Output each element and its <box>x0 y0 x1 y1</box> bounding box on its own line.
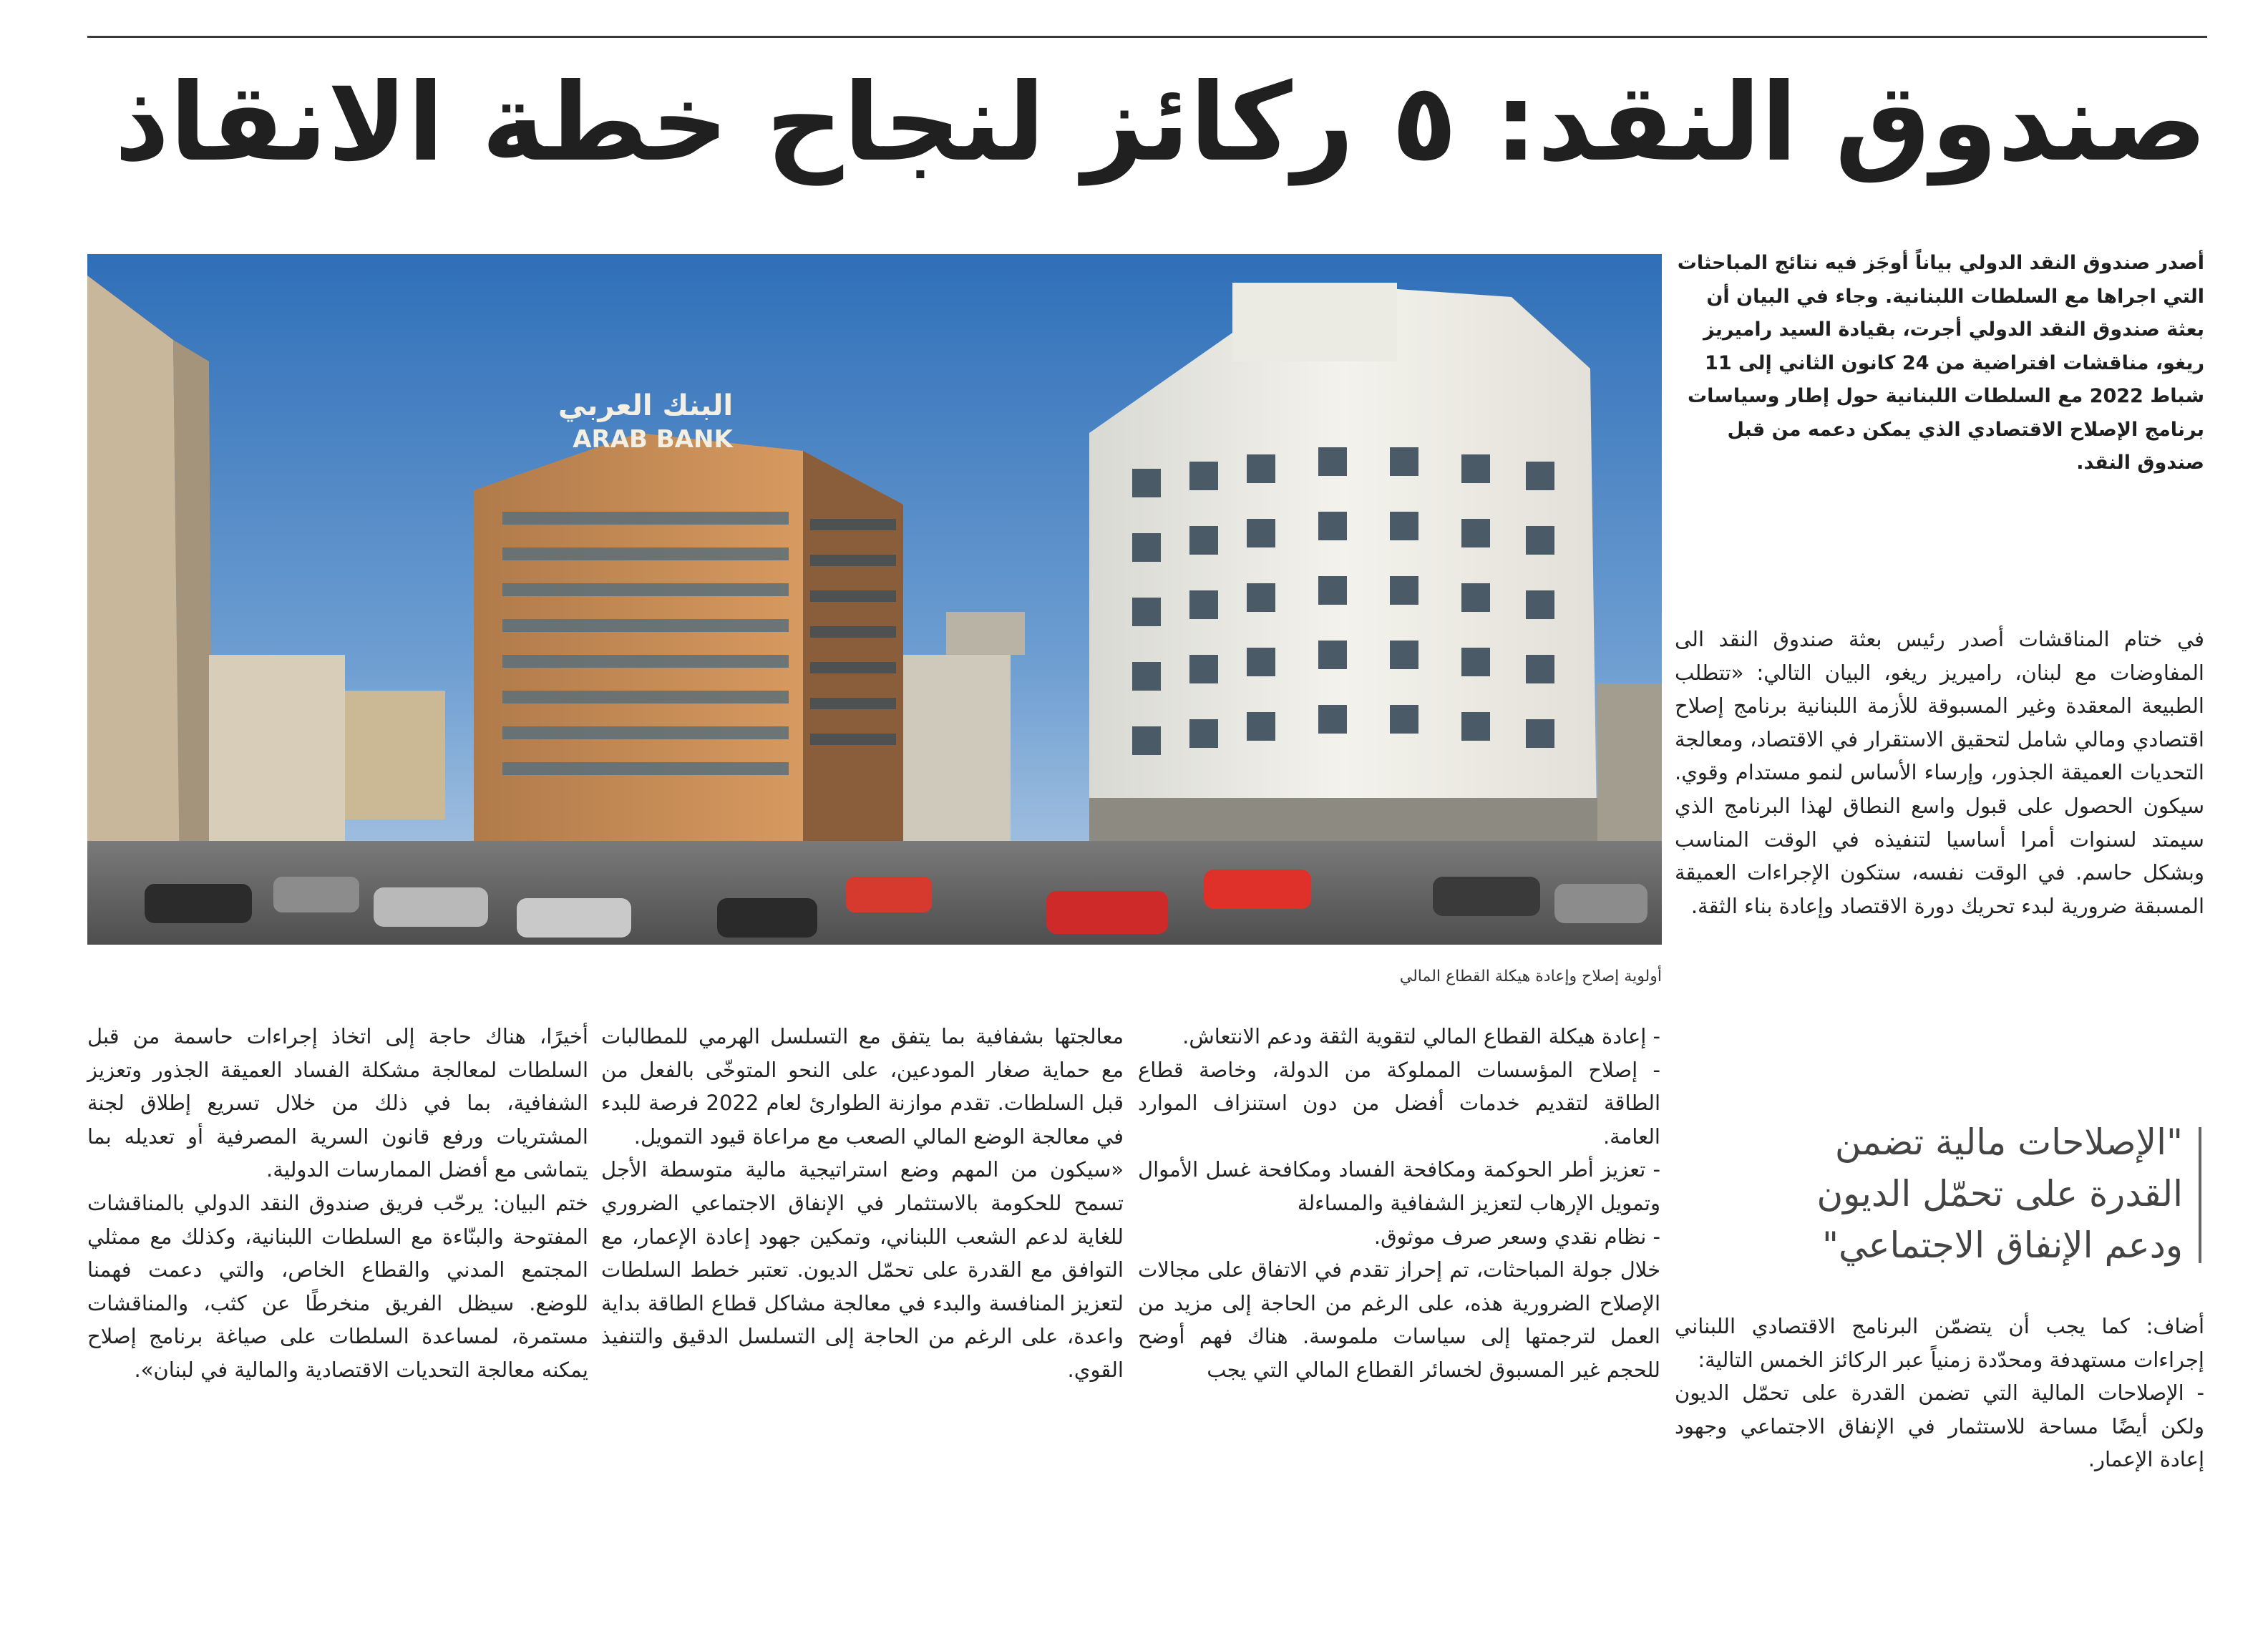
bank-sign-latin: ARAB BANK <box>573 425 733 454</box>
column-2-paragraph: خلال جولة المباحثات، تم إحراز تقدم في الاتفاق على مجالات الإصلاح الضرورية هذه، على الرغم من الحاجة إلى مزيد من العمل لترجمتها إلى سياسات ملموسة. هناك فهم أوضح للحجم غير المسبوق لخسائر القطاع المالي التي يجب <box>1138 1257 1660 1382</box>
lead-paragraph: أصدر صندوق النقد الدولي بياناً أوجَز فيه نتائج المباحثات التي اجراها مع السلطات اللبنانية. وجاء في البيان أن بعثة صندوق النقد الدولي أجرت، بقيادة السيد راميريز ريغو، مناقشات افتراضية من 24 كانون الثاني إلى 11 شباط 2022 مع السلطات اللبنانية حول إطار وسياسات برنامج الإصلاح الاقتصادي الذي يمكن دعمه من قبل صندوق النقد. <box>1677 252 2204 474</box>
article-photo <box>87 254 1662 945</box>
quote-bar <box>2199 1127 2201 1263</box>
column-2-paragraph: - إعادة هيكلة القطاع المالي لتقوية الثقة ودعم الانتعاش. <box>1182 1024 1660 1048</box>
column-3-paragraph: معالجتها بشفافية بما يتفق مع التسلسل الهرمي للمطالبات مع حماية صغار المودعين، على النحو المتوخّى بالفعل من قبل السلطات. تقدم موازنة الطوارئ لعام 2022 فرصة للبدء في معالجة الوضع المالي الصعب مع مراعاة قيود التمويل. <box>601 1024 1124 1149</box>
street-scene-image <box>87 254 1662 945</box>
column-2-paragraph: - إصلاح المؤسسات المملوكة من الدولة، وخاصة قطاع الطاقة لتقديم خدمات أفضل من دون استنزاف الموارد العامة. <box>1138 1057 1660 1149</box>
column-4-paragraph: أخيرًا، هناك حاجة إلى اتخاذ إجراءات حاسمة من قبل السلطات لمعالجة مشكلة الفساد العميقة الجذور وتعزيز الشفافية، بما في ذلك من خلال تسريع إطلاق لجنة المشتريات ورفع قانون السرية المصرفية أو تعديله بما يتماشى مع أفضل الممارسات الدولية. <box>87 1024 588 1182</box>
photo-caption: أولوية إصلاح وإعادة هيكلة القطاع المالي <box>1399 968 1662 985</box>
column-2-paragraph: - نظام نقدي وسعر صرف موثوق. <box>1373 1224 1660 1249</box>
column-1-paragraph: أضاف: كما يجب أن يتضمّن البرنامج الاقتصادي اللبناني إجراءات مستهدفة ومحدّدة زمنياً عبر الركائز الخمس التالية: <box>1675 1314 2204 1372</box>
column-2-paragraph: - تعزيز أطر الحوكمة ومكافحة الفساد ومكافحة غسل الأموال وتمويل الإرهاب لتعزيز الشفافية والمساءلة <box>1138 1157 1660 1215</box>
headline: صندوق النقد: ٥ ركائز لنجاح خطة الانقاذ <box>114 61 2207 185</box>
column-4-paragraph: ختم البيان: يرحّب فريق صندوق النقد الدولي بالمناقشات المفتوحة والبنّاءة مع السلطات اللبنانية، وكذلك مع ممثلي المجتمع المدني والقطاع الخاص، والتي دعمت فهمنا للوضع. سيظل الفريق منخرطًا عن كثب، والمناقشات مستمرة، لمساعدة السلطات على صياغة برنامج إصلاح يمكنه معالجة التحديات الاقتصادية والمالية في لبنان». <box>87 1190 588 1382</box>
column-2 <box>1138 1020 1660 1564</box>
bank-sign-arabic: البنك العربي <box>558 389 734 422</box>
column-3-paragraph: «سيكون من المهم وضع استراتيجية مالية متوسطة الأجل تسمح للحكومة بالاستثمار في الإنفاق الاجتماعي الضروري للغاية لدعم الشعب اللبناني، وتمكين جهود إعادة الإعمار، مع التوافق مع القدرة على تحمّل الديون. تعتبر خطط السلطات لتعزيز المنافسة والبدء في معالجة مشاكل قطاع الطاقة بداية واعدة، على الرغم من الحاجة إلى التسلسل الدقيق والتنفيذ القوي. <box>601 1157 1124 1382</box>
column-4 <box>87 1020 588 1564</box>
column-1-paragraph: - الإصلاحات المالية التي تضمن القدرة على تحمّل الديون ولكن أيضًا مساحة للاستثمار في الإنفاق الاجتماعي وجهود إعادة الإعمار. <box>1675 1381 2204 1472</box>
column-1-paragraph: في ختام المناقشات أصدر رئيس بعثة صندوق النقد الى المفاوضات مع لبنان، راميريز ريغو، البيان التالي: «تتطلب الطبيعة المعقدة وغير المسبوقة للأزمة اللبنانية برنامج إصلاح اقتصادي ومالي شامل لتحقيق الاستقرار في الاقتصاد، ومعالجة التحديات العميقة الجذور، وإرساء الأساس لنمو مستدام وقوي. سيكون الحصول على قبول واسع النطاق لهذا البرنامج الذي سيمتد لسنوات أمرا أساسيا لتنفيذه في الوقت المناسب وبشكل حاسم. في الوقت نفسه، ستكون الإجراءات العميقة المسبقة ضرورية لبدء تحريك دورة الاقتصاد وإعادة بناء الثقة. <box>1675 627 2204 918</box>
column-1-bottom <box>1675 1310 2204 1546</box>
column-1-top <box>1675 623 2204 1066</box>
top-rule <box>87 36 2207 38</box>
column-3 <box>601 1020 1124 1564</box>
pull-quote: "الإصلاحات مالية تضمن القدرة على تحمّل الديون ودعم الإنفاق الاجتماعي" <box>1816 1121 2183 1266</box>
